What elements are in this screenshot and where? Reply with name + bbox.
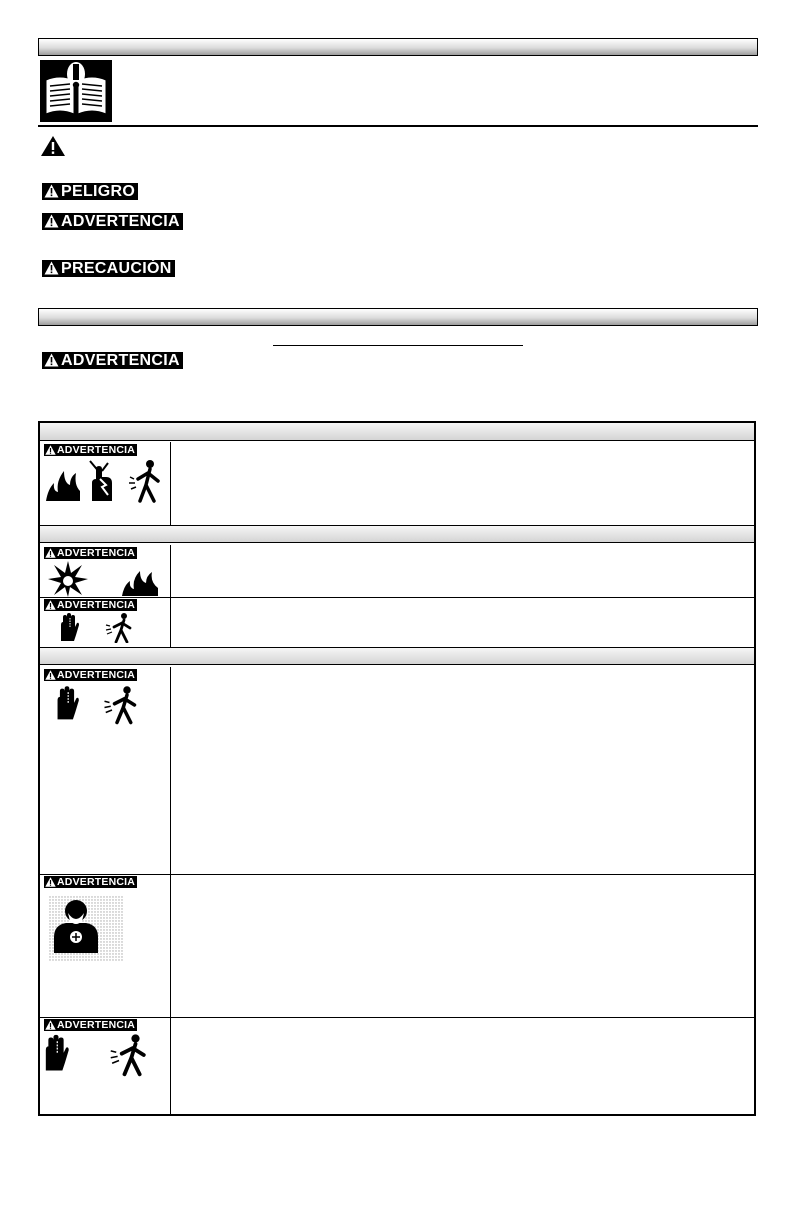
- warning-triangle-icon: [45, 877, 56, 887]
- advertencia-label: [44, 876, 137, 888]
- advertencia-label: [44, 599, 137, 611]
- advertencia-label: [44, 547, 137, 559]
- table-section-header: [40, 423, 754, 441]
- advertencia-text: ADVERTENCIA: [61, 213, 180, 230]
- advertencia-label: [44, 444, 137, 456]
- column-divider: [170, 667, 171, 1114]
- column-divider: [170, 545, 171, 647]
- divider-rule: [38, 125, 758, 127]
- underline: [273, 345, 523, 346]
- row-divider: [40, 874, 754, 875]
- respirator-icon: [46, 893, 126, 968]
- section-header-bar: [38, 308, 758, 326]
- warning-triangle-icon: [45, 600, 56, 610]
- peligro-label: [42, 183, 138, 200]
- table-section-header: [40, 525, 754, 543]
- injury-icon: [108, 1033, 152, 1082]
- explosion-icon: [48, 561, 88, 602]
- injury-icon: [102, 685, 142, 730]
- advertencia-text: ADVERTENCIA: [57, 599, 136, 611]
- advertencia-label: [42, 352, 183, 369]
- electric-shock-icon: [86, 459, 118, 508]
- advertencia-text: ADVERTENCIA: [57, 669, 136, 681]
- advertencia-text: ADVERTENCIA: [57, 444, 136, 456]
- hazard-table: [38, 421, 756, 1116]
- peligro-text: PELIGRO: [61, 183, 136, 200]
- stop-hand-icon: [54, 685, 80, 728]
- precaucion-text: PRECAUCIÓN: [61, 260, 172, 277]
- stop-hand-icon: [42, 1033, 70, 1080]
- injury-icon: [126, 459, 166, 508]
- injury-icon: [104, 613, 136, 648]
- warning-triangle-icon: [44, 184, 59, 198]
- fire-icon: [44, 461, 82, 508]
- advertencia-text: ADVERTENCIA: [57, 1019, 136, 1031]
- fire-icon: [120, 563, 160, 602]
- advertencia-text: ADVERTENCIA: [57, 547, 136, 559]
- advertencia-label: [44, 1019, 137, 1031]
- advertencia-label: [42, 213, 183, 230]
- warning-triangle-icon: [45, 670, 56, 680]
- warning-triangle-icon: [45, 548, 56, 558]
- table-section-header: [40, 647, 754, 665]
- read-manual-icon: [40, 60, 112, 122]
- warning-triangle-icon: [44, 261, 59, 275]
- warning-triangle-icon: [45, 1020, 56, 1030]
- advertencia-text: ADVERTENCIA: [61, 352, 180, 369]
- stop-hand-icon: [58, 613, 80, 648]
- advertencia-label: [44, 669, 137, 681]
- column-divider: [170, 442, 171, 525]
- row-divider: [40, 1017, 754, 1018]
- advertencia-text: ADVERTENCIA: [57, 876, 136, 888]
- precaucion-label: [42, 260, 175, 277]
- warning-triangle-icon: [40, 135, 66, 162]
- warning-triangle-icon: [45, 445, 56, 455]
- warning-triangle-icon: [44, 353, 59, 367]
- warning-triangle-icon: [44, 214, 59, 228]
- section-header-bar: [38, 38, 758, 56]
